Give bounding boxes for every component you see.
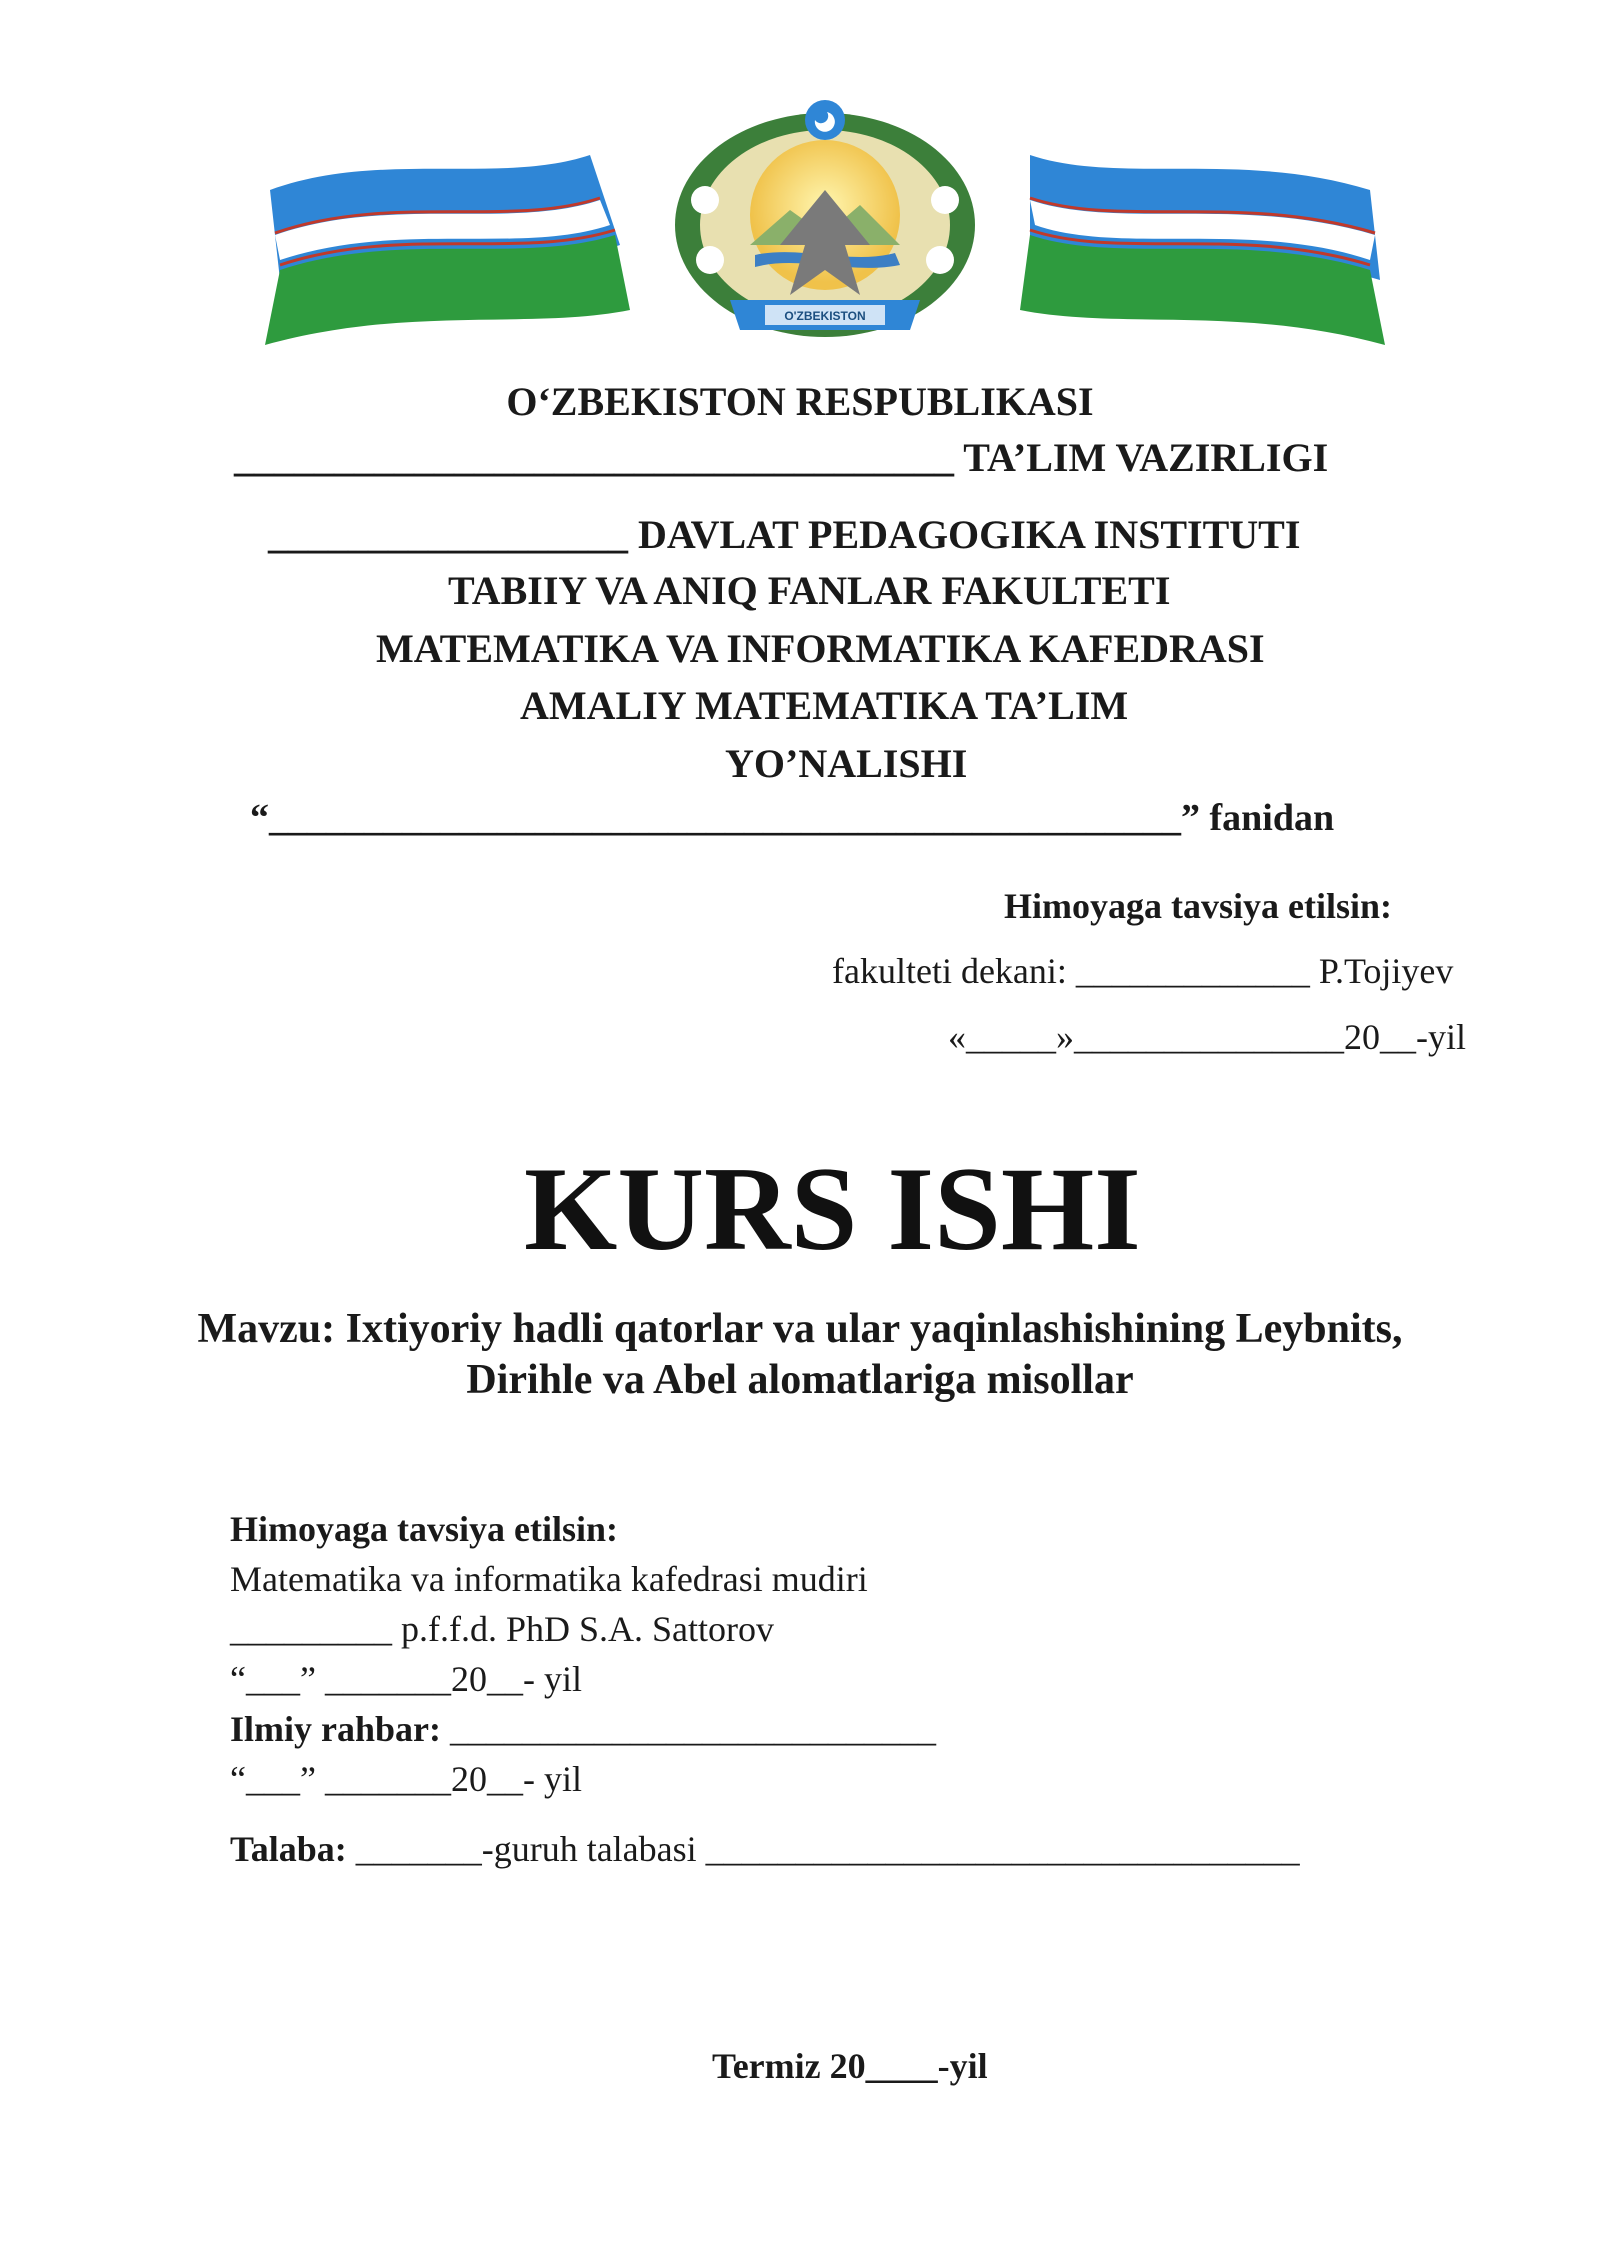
topic-line2: Dirihle va Abel alomatlariga misollar [466,1357,1134,1403]
header-faculty: TABIIY VA ANIQ FANLAR FAKULTETI [448,568,1171,613]
topic-line1: Mavzu: Ixtiyoriy hadli qatorlar va ular yaqinlashishining Leybnits, [197,1306,1403,1352]
student-text: _______-guruh talabasi _________________________________ [346,1829,1300,1869]
approval-bottom-date1: “___” _______20__- yil [230,1659,582,1699]
header-direction: AMALIY MATEMATIKA TA’LIM [520,683,1129,728]
coat-of-arms-icon [260,95,1390,345]
approval-top-dean: fakulteti dekani: _____________ P.Tojiyev [832,951,1454,991]
approval-bottom-signature: _________ p.f.f.d. PhD S.A. Sattorov [230,1609,775,1649]
approval-bottom-date2: “___” _______20__- yil [230,1759,582,1799]
footer-city-year: Termiz 20____-yil [712,2046,988,2086]
header-ministry: ____________________________________ TA’LIM VAZIRLIGI [234,435,1329,480]
header-direction-cont: YO’NALISHI [725,741,968,786]
header-subject: “________________________________________________” fanidan [250,797,1335,839]
header-institute: __________________ DAVLAT PEDAGOGIKA INSTITUTI [268,512,1301,557]
student-line [230,1828,1300,1870]
header-country: O‘ZBEKISTON RESPUBLIKASI [506,379,1094,424]
header-department: MATEMATIKA VA INFORMATIKA KAFEDRASI [376,626,1265,671]
advisor-line [230,1708,936,1750]
approval-bottom-head: Matematika va informatika kafedrasi mudiri [230,1559,868,1599]
flag-emblem-banner [260,95,1390,345]
student-label: Talaba: [230,1829,347,1869]
advisor-label: Ilmiy rahbar: [230,1709,441,1749]
svg-text:O'ZBEKISTON: O'ZBEKISTON [784,309,866,323]
advisor-blank: ___________________________ [441,1709,936,1749]
approval-bottom-title: Himoyaga tavsiya etilsin: [230,1509,618,1549]
approval-top-title: Himoyaga tavsiya etilsin: [1004,886,1392,926]
main-title: KURS ISHI [524,1142,1141,1275]
approval-top-date: «_____»_______________20__-yil [948,1017,1466,1057]
